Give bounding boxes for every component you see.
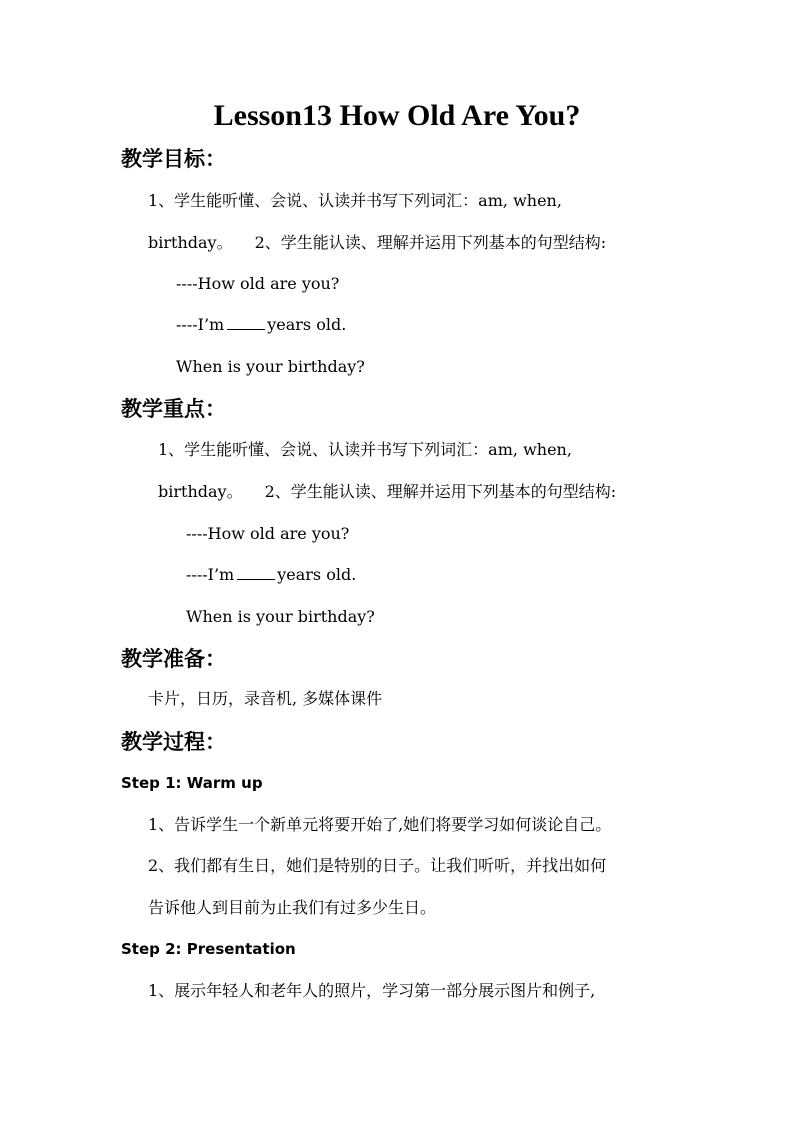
objectives-q2-pre: ----I’m bbox=[176, 315, 225, 334]
objectives-line-1: 1、学生能听懂、会说、认读并书写下列词汇：am, when, bbox=[148, 191, 562, 210]
key-points-line-1: 1、学生能听懂、会说、认读并书写下列词汇：am, when, bbox=[158, 440, 572, 459]
objectives-line-2 bbox=[148, 232, 606, 254]
objectives-heading: 教学目标： bbox=[121, 147, 226, 171]
step-1-paragraph-2b: 告诉他人到目前为止我们有过多少生日。 bbox=[148, 898, 437, 917]
objectives-question-1: ----How old are you? bbox=[176, 274, 340, 293]
objectives-q2-post: years old. bbox=[267, 315, 347, 334]
key-points-question-1: ----How old are you? bbox=[186, 524, 350, 543]
key-points-line-2a: birthday。 bbox=[158, 482, 243, 501]
key-points-question-3: When is your birthday? bbox=[186, 607, 375, 626]
answer-blank bbox=[227, 315, 265, 330]
step-2-title: Step 2: Presentation bbox=[121, 940, 296, 958]
step-1-title: Step 1: Warm up bbox=[121, 774, 263, 792]
process-heading: 教学过程： bbox=[121, 730, 226, 754]
step-1-paragraph-2a: 2、我们都有生日，她们是特别的日子。让我们听听，并找出如何 bbox=[148, 856, 607, 875]
objectives-line-2b: 2、学生能认读、理解并运用下列基本的句型结构: bbox=[254, 233, 607, 252]
key-points-q2-post: years old. bbox=[277, 565, 357, 584]
key-points-heading: 教学重点： bbox=[121, 397, 226, 421]
step-1-paragraph-1: 1、告诉学生一个新单元将要开始了,她们将要学习如何谈论自己。 bbox=[148, 815, 612, 834]
preparation-heading: 教学准备： bbox=[121, 647, 226, 671]
key-points-question-2 bbox=[186, 564, 356, 586]
objectives-question-2 bbox=[176, 314, 346, 336]
preparation-items: 卡片，日历，录音机, 多媒体课件 bbox=[148, 689, 383, 708]
key-points-line-2b: 2、学生能认读、理解并运用下列基本的句型结构: bbox=[264, 482, 617, 501]
key-points-q2-pre: ----I’m bbox=[186, 565, 235, 584]
objectives-question-3: When is your birthday? bbox=[176, 357, 365, 376]
answer-blank bbox=[237, 565, 275, 580]
key-points-line-2 bbox=[158, 481, 616, 503]
objectives-line-2a: birthday。 bbox=[148, 233, 233, 252]
page-title: Lesson13 How Old Are You? bbox=[213, 99, 581, 132]
step-2-paragraph-1: 1、展示年轻人和老年人的照片，学习第一部分展示图片和例子, bbox=[148, 981, 596, 1000]
